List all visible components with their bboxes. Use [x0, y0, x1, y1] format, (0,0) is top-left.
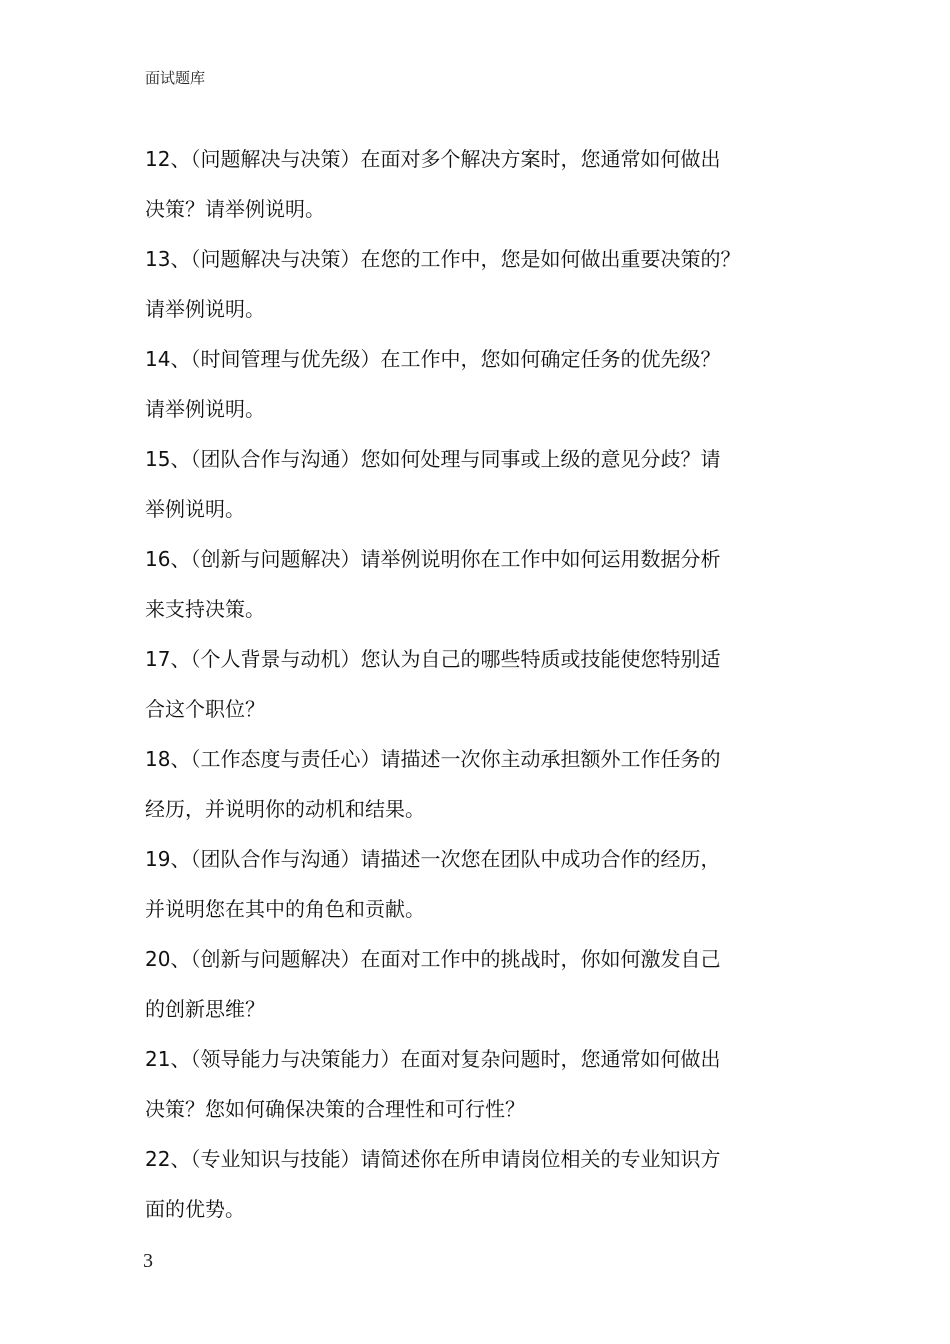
question-item: [145, 1034, 835, 1134]
question-line: 合这个职位？: [145, 697, 265, 721]
question-line: 的创新思维？: [145, 997, 265, 1021]
question-line: 19、（团队合作与沟通）请描述一次您在团队中成功合作的经历，: [145, 847, 721, 871]
question-line: 请举例说明。: [145, 297, 265, 321]
question-line: 18、（工作态度与责任心）请描述一次你主动承担额外工作任务的: [145, 747, 721, 771]
question-item: [145, 334, 835, 434]
question-list: [145, 134, 835, 1234]
question-line: 14、（时间管理与优先级）在工作中，您如何确定任务的优先级？: [145, 347, 721, 371]
question-item: [145, 634, 835, 734]
question-line: 决策？请举例说明。: [145, 197, 325, 221]
question-item: [145, 1134, 835, 1234]
question-line: 22、（专业知识与技能）请简述你在所申请岗位相关的专业知识方: [145, 1147, 721, 1171]
question-line: 17、（个人背景与动机）您认为自己的哪些特质或技能使您特别适: [145, 647, 721, 671]
question-item: [145, 234, 835, 334]
question-line: 并说明您在其中的角色和贡献。: [145, 897, 425, 921]
question-line: 21、（领导能力与决策能力）在面对复杂问题时，您通常如何做出: [145, 1047, 721, 1071]
question-line: 举例说明。: [145, 497, 245, 521]
page-number: 3: [143, 1250, 153, 1272]
question-item: [145, 834, 835, 934]
question-line: 20、（创新与问题解决）在面对工作中的挑战时，你如何激发自己: [145, 947, 721, 971]
question-item: [145, 534, 835, 634]
question-item: [145, 734, 835, 834]
question-line: 经历，并说明你的动机和结果。: [145, 797, 425, 821]
question-line: 16、（创新与问题解决）请举例说明你在工作中如何运用数据分析: [145, 547, 721, 571]
question-line: 15、（团队合作与沟通）您如何处理与同事或上级的意见分歧？请: [145, 447, 721, 471]
question-line: 13、（问题解决与决策）在您的工作中，您是如何做出重要决策的？: [145, 247, 741, 271]
question-item: [145, 434, 835, 534]
question-line: 来支持决策。: [145, 597, 265, 621]
page-header-title: 面试题库: [145, 69, 206, 87]
question-line: 面的优势。: [145, 1197, 245, 1221]
question-item: [145, 134, 835, 234]
question-line: 请举例说明。: [145, 397, 265, 421]
question-line: 12、（问题解决与决策）在面对多个解决方案时，您通常如何做出: [145, 147, 721, 171]
question-item: [145, 934, 835, 1034]
question-line: 决策？您如何确保决策的合理性和可行性？: [145, 1097, 525, 1121]
